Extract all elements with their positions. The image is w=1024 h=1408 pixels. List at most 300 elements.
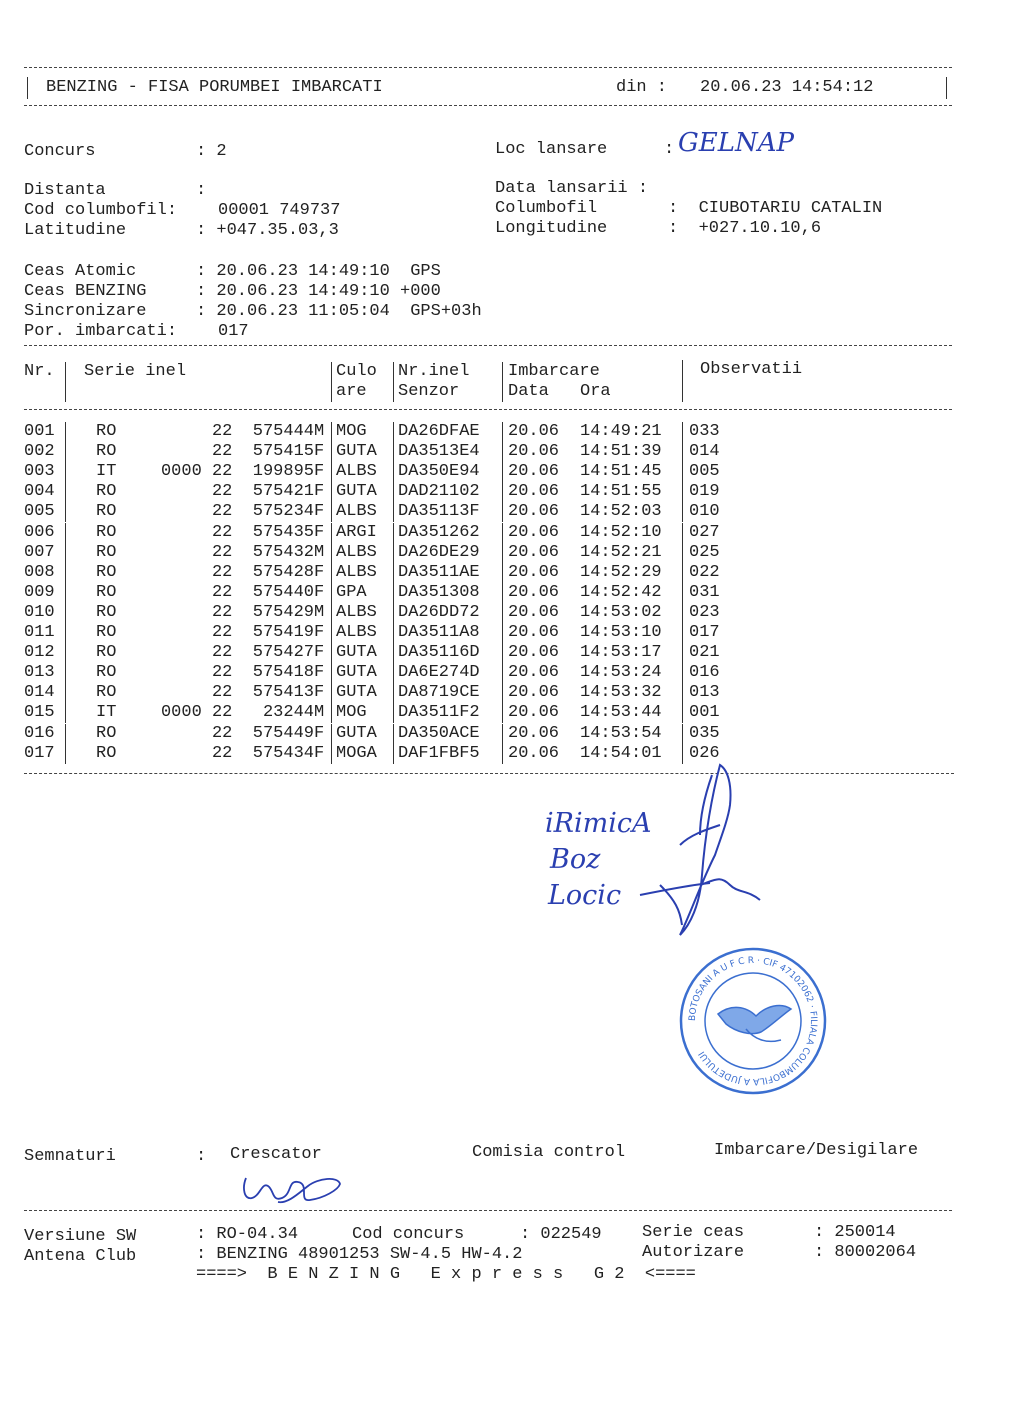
cell-senzor: DA26DE29 xyxy=(398,542,480,562)
cell-sex: M xyxy=(314,542,325,562)
ceas-benzing-label: Ceas BENZING xyxy=(24,282,147,301)
col-separator xyxy=(502,744,503,764)
col-separator xyxy=(331,724,332,744)
cell-observatii: 025 xyxy=(689,542,720,562)
cell-nr: 013 xyxy=(24,663,55,683)
cell-data: 20.06 xyxy=(508,542,560,562)
col-separator xyxy=(331,482,332,502)
col-separator xyxy=(682,603,683,623)
col-separator xyxy=(682,462,683,482)
cell-nr: 011 xyxy=(24,623,55,642)
comisia-control-label: Comisia control xyxy=(472,1143,626,1162)
col-separator xyxy=(393,482,394,502)
table-row xyxy=(0,683,1024,703)
cell-observatii: 027 xyxy=(689,522,720,542)
cell-sex: F xyxy=(314,462,325,482)
cell-country: RO xyxy=(96,723,117,743)
col-separator xyxy=(393,603,394,623)
cell-senzor: DA3511F2 xyxy=(398,703,480,723)
divider xyxy=(24,345,952,346)
cell-nr: 003 xyxy=(24,462,55,482)
cell-sex: F xyxy=(314,623,325,642)
cell-observatii: 019 xyxy=(689,482,720,502)
cell-nr: 016 xyxy=(24,723,55,743)
cell-culoare: MOG xyxy=(336,703,367,723)
cell-ora: 14:52:10 xyxy=(580,522,662,542)
cell-culoare: MOG xyxy=(336,422,367,441)
col-separator xyxy=(331,603,332,623)
col-header-culoare-2: are xyxy=(336,382,367,401)
cell-data: 20.06 xyxy=(508,422,560,441)
col-separator xyxy=(502,703,503,723)
cell-sex: M xyxy=(314,703,325,723)
cell-country: RO xyxy=(96,422,117,441)
cell-nr: 008 xyxy=(24,562,55,582)
divider xyxy=(24,67,952,68)
cell-data: 20.06 xyxy=(508,522,560,542)
table-row xyxy=(0,543,1024,563)
cell-ora: 14:54:01 xyxy=(580,743,662,763)
col-separator xyxy=(331,442,332,462)
cell-senzor: DA3513E4 xyxy=(398,442,480,462)
col-separator xyxy=(393,703,394,723)
cell-senzor: DA351262 xyxy=(398,522,480,542)
col-header-observatii: Observatii xyxy=(700,360,803,379)
col-header-imbarcare: Imbarcare xyxy=(508,362,600,381)
por-imbarcati-label: Por. imbarcati: xyxy=(24,322,178,341)
table-row xyxy=(0,462,1024,482)
table-row xyxy=(0,422,1024,442)
col-separator xyxy=(682,563,683,583)
cell-ora: 14:53:32 xyxy=(580,683,662,703)
col-separator xyxy=(502,523,503,543)
cell-data: 20.06 xyxy=(508,703,560,723)
cell-sex: F xyxy=(314,482,325,502)
autorizare-value: : 80002064 xyxy=(814,1243,917,1262)
handwritten-signature xyxy=(620,735,770,945)
cell-culoare: GUTA xyxy=(336,663,377,683)
col-separator xyxy=(502,623,503,643)
col-separator xyxy=(682,643,683,663)
svg-text:BOTOSANI A U F C R · CIF 47102: BOTOSANI A U F C R · CIF 47102062 · FILIALA COLUMBOFILA A JUDETULUI xyxy=(687,955,819,1087)
col-separator xyxy=(331,523,332,543)
cell-culoare: GUTA xyxy=(336,482,377,502)
col-separator xyxy=(502,502,503,522)
cell-observatii: 005 xyxy=(689,462,720,482)
cell-data: 20.06 xyxy=(508,582,560,602)
col-separator xyxy=(65,482,66,502)
cell-ora: 14:52:21 xyxy=(580,542,662,562)
cell-nr: 012 xyxy=(24,643,55,663)
cell-nr: 010 xyxy=(24,602,55,622)
cell-ora: 14:53:17 xyxy=(580,643,662,663)
cell-nr: 005 xyxy=(24,502,55,522)
cell-nr: 001 xyxy=(24,422,55,441)
cell-culoare: ARGI xyxy=(336,522,377,542)
col-header-culoare: Culo xyxy=(336,362,377,381)
distanta-value: : xyxy=(196,181,207,200)
cell-culoare: GUTA xyxy=(336,643,377,663)
ceas-atomic-value: : 20.06.23 14:49:10 GPS xyxy=(196,262,441,281)
cell-ora: 14:53:02 xyxy=(580,602,662,622)
col-separator xyxy=(393,502,394,522)
col-separator xyxy=(502,482,503,502)
col-separator xyxy=(502,663,503,683)
col-separator xyxy=(65,744,66,764)
col-separator xyxy=(65,683,66,703)
cell-observatii: 031 xyxy=(689,582,720,602)
cod-concurs-label: Cod concurs xyxy=(352,1225,465,1244)
cell-sex: F xyxy=(314,643,325,663)
col-separator xyxy=(331,703,332,723)
col-separator xyxy=(502,583,503,603)
col-separator xyxy=(331,643,332,663)
col-separator xyxy=(65,663,66,683)
col-separator xyxy=(502,643,503,663)
col-separator xyxy=(65,543,66,563)
cell-observatii: 001 xyxy=(689,703,720,723)
col-separator xyxy=(65,563,66,583)
cell-country: IT xyxy=(96,703,117,723)
cell-culoare: ALBS xyxy=(336,562,377,582)
col-separator xyxy=(331,683,332,703)
table-row xyxy=(0,663,1024,683)
col-separator xyxy=(331,663,332,683)
cell-data: 20.06 xyxy=(508,663,560,683)
cell-culoare: ALBS xyxy=(336,462,377,482)
col-separator xyxy=(393,744,394,764)
cod-columbofil-value: 00001 749737 xyxy=(218,201,341,220)
col-separator xyxy=(682,543,683,563)
handwritten-note-3: Locic xyxy=(548,880,622,911)
cod-concurs-value: : 022549 xyxy=(520,1225,602,1244)
cell-nr: 006 xyxy=(24,522,55,542)
col-separator xyxy=(65,703,66,723)
concurs-label: Concurs xyxy=(24,142,96,161)
cell-country: RO xyxy=(96,582,117,602)
cell-serie: 22 575428 xyxy=(211,562,314,582)
col-separator xyxy=(502,462,503,482)
cell-sex: F xyxy=(314,522,325,542)
cell-country: RO xyxy=(96,522,117,542)
col-separator xyxy=(331,563,332,583)
cell-observatii: 016 xyxy=(689,663,720,683)
col-separator xyxy=(682,482,683,502)
cell-ora: 14:52:29 xyxy=(580,562,662,582)
header-right-border xyxy=(946,77,947,99)
divider xyxy=(24,773,954,774)
table-row xyxy=(0,703,1024,723)
col-separator xyxy=(393,724,394,744)
cell-country: IT xyxy=(96,462,117,482)
cell-ora: 14:49:21 xyxy=(580,422,662,441)
col-separator xyxy=(65,502,66,522)
cell-nr: 002 xyxy=(24,442,55,462)
columbofil-label: Columbofil xyxy=(495,199,598,218)
cell-nr: 017 xyxy=(24,743,55,763)
cell-culoare: ALBS xyxy=(336,602,377,622)
cell-nr: 007 xyxy=(24,542,55,562)
col-separator xyxy=(393,543,394,563)
ceas-benzing-value: : 20.06.23 14:49:10 +000 xyxy=(196,282,441,301)
cell-sex: M xyxy=(314,422,325,441)
cell-country: RO xyxy=(96,663,117,683)
versiune-sw-label: Versiune SW xyxy=(24,1227,137,1246)
col-separator xyxy=(393,462,394,482)
antena-club-value: : BENZING 48901253 SW-4.5 HW-4.2 xyxy=(196,1245,523,1264)
col-header-serie-inel: Serie inel xyxy=(84,362,187,381)
cell-serie: 22 575427 xyxy=(211,643,314,663)
table-row xyxy=(0,442,1024,462)
longitudine-value: : +027.10.10,6 xyxy=(668,219,822,238)
cell-data: 20.06 xyxy=(508,462,560,482)
cell-country: RO xyxy=(96,623,117,642)
table-row xyxy=(0,482,1024,502)
col-separator xyxy=(65,362,66,402)
benzing-express-banner: ====> B E N Z I N G E x p r e s s G 2 <==== xyxy=(196,1265,696,1284)
cell-serie: 22 575432 xyxy=(211,542,314,562)
col-separator xyxy=(331,462,332,482)
cell-senzor: DA26DD72 xyxy=(398,602,480,622)
cell-country: RO xyxy=(96,643,117,663)
cell-sex: M xyxy=(314,602,325,622)
col-separator xyxy=(682,703,683,723)
cell-sex: F xyxy=(314,743,325,763)
cell-serie: 22 575419 xyxy=(211,623,314,642)
cell-observatii: 033 xyxy=(689,422,720,441)
cell-nr: 009 xyxy=(24,582,55,602)
cell-culoare: ALBS xyxy=(336,502,377,522)
cell-data: 20.06 xyxy=(508,602,560,622)
col-separator xyxy=(331,362,332,402)
cell-country: RO xyxy=(96,442,117,462)
col-separator xyxy=(502,563,503,583)
cell-data: 20.06 xyxy=(508,482,560,502)
col-separator xyxy=(393,362,394,402)
cell-culoare: MOGA xyxy=(336,743,377,763)
loc-lansare-handwritten: GELNAP xyxy=(678,128,795,158)
handwritten-note-1: iRimicA xyxy=(545,808,652,839)
cell-nr: 014 xyxy=(24,683,55,703)
col-separator xyxy=(65,523,66,543)
col-separator xyxy=(682,623,683,643)
table-row xyxy=(0,623,1024,643)
divider xyxy=(24,105,952,106)
cell-serie: 22 575435 xyxy=(211,522,314,542)
cell-serie: 22 575440 xyxy=(211,582,314,602)
table-row xyxy=(0,502,1024,522)
signatures-sep: : xyxy=(196,1147,207,1166)
cell-serie: 0000 22 23244 xyxy=(160,703,314,723)
cell-observatii: 010 xyxy=(689,502,720,522)
antena-club-label: Antena Club xyxy=(24,1247,137,1266)
cell-data: 20.06 xyxy=(508,502,560,522)
cell-serie: 22 575444 xyxy=(211,422,314,441)
cell-ora: 14:51:45 xyxy=(580,462,662,482)
ceas-atomic-label: Ceas Atomic xyxy=(24,262,137,281)
col-separator xyxy=(393,623,394,643)
cell-sex: F xyxy=(314,562,325,582)
crescator-signature xyxy=(238,1168,348,1210)
cell-ora: 14:51:39 xyxy=(580,442,662,462)
serie-ceas-label: Serie ceas xyxy=(642,1223,745,1242)
col-header-nr: Nr. xyxy=(24,362,55,381)
cell-sex: F xyxy=(314,582,325,602)
versiune-sw-value: : RO-04.34 xyxy=(196,1225,299,1244)
cell-senzor: DA350E94 xyxy=(398,462,480,482)
latitudine-value: : +047.35.03,3 xyxy=(196,221,339,240)
loc-lansare-label: Loc lansare xyxy=(495,140,608,159)
cell-ora: 14:53:54 xyxy=(580,723,662,743)
col-separator xyxy=(393,523,394,543)
signatures-label: Semnaturi xyxy=(24,1147,116,1166)
col-separator xyxy=(502,362,503,402)
cell-observatii: 035 xyxy=(689,723,720,743)
cell-observatii: 022 xyxy=(689,562,720,582)
date-label: din : xyxy=(616,78,668,97)
cell-observatii: 013 xyxy=(689,683,720,703)
loc-lansare-sep: : xyxy=(664,140,675,159)
cell-serie: 22 575234 xyxy=(211,502,314,522)
cell-ora: 14:51:55 xyxy=(580,482,662,502)
cell-observatii: 021 xyxy=(689,643,720,663)
col-separator xyxy=(331,744,332,764)
col-separator xyxy=(502,683,503,703)
cell-country: RO xyxy=(96,502,117,522)
cell-ora: 14:53:24 xyxy=(580,663,662,683)
col-separator xyxy=(65,583,66,603)
latitudine-label: Latitudine xyxy=(24,221,127,240)
col-separator xyxy=(65,442,66,462)
col-separator xyxy=(65,422,66,442)
cell-senzor: DAF1FBF5 xyxy=(398,743,480,763)
imbarcare-desigilare-label: Imbarcare/Desigilare xyxy=(714,1141,919,1160)
cell-data: 20.06 xyxy=(508,723,560,743)
cell-senzor: DA35113F xyxy=(398,502,480,522)
cell-senzor: DA8719CE xyxy=(398,683,480,703)
cell-senzor: DA3511A8 xyxy=(398,623,480,642)
cell-data: 20.06 xyxy=(508,442,560,462)
table-row xyxy=(0,523,1024,543)
col-separator xyxy=(65,462,66,482)
col-separator xyxy=(393,442,394,462)
col-separator xyxy=(682,442,683,462)
cell-data: 20.06 xyxy=(508,623,560,642)
crescator-label: Crescator xyxy=(230,1145,322,1164)
cell-senzor: DA351308 xyxy=(398,582,480,602)
cell-serie: 22 575429 xyxy=(211,602,314,622)
cell-data: 20.06 xyxy=(508,683,560,703)
cell-sex: F xyxy=(314,442,325,462)
col-header-data: Data xyxy=(508,382,549,401)
autorizare-label: Autorizare xyxy=(642,1243,745,1262)
cell-data: 20.06 xyxy=(508,562,560,582)
cell-data: 20.06 xyxy=(508,743,560,763)
longitudine-label: Longitudine xyxy=(495,219,608,238)
col-separator xyxy=(393,583,394,603)
cell-sex: F xyxy=(314,502,325,522)
por-imbarcati-value: 017 xyxy=(218,322,249,341)
document-title: BENZING - FISA PORUMBEI IMBARCATI xyxy=(46,78,383,97)
cell-serie: 22 575421 xyxy=(211,482,314,502)
cell-serie: 22 575415 xyxy=(211,442,314,462)
col-separator xyxy=(393,563,394,583)
col-header-nr-inel: Nr.inel xyxy=(398,362,470,381)
divider xyxy=(24,409,952,410)
cell-observatii: 026 xyxy=(689,743,720,763)
cell-serie: 0000 22 199895 xyxy=(160,462,314,482)
col-separator xyxy=(331,623,332,643)
table-row xyxy=(0,724,1024,744)
col-separator xyxy=(393,663,394,683)
cell-culoare: ALBS xyxy=(336,623,377,642)
col-separator xyxy=(682,523,683,543)
cell-sex: F xyxy=(314,663,325,683)
cell-sex: F xyxy=(314,683,325,703)
header-left-border xyxy=(27,77,28,99)
cell-culoare: GUTA xyxy=(336,442,377,462)
col-separator xyxy=(682,683,683,703)
table-row xyxy=(0,744,1024,764)
col-separator xyxy=(331,422,332,442)
cell-sex: F xyxy=(314,723,325,743)
distanta-label: Distanta xyxy=(24,181,106,200)
cod-columbofil-label: Cod columbofil: xyxy=(24,201,178,220)
cell-data: 20.06 xyxy=(508,643,560,663)
columbofil-value: : CIUBOTARIU CATALIN xyxy=(668,199,883,218)
col-separator xyxy=(65,603,66,623)
cell-serie: 22 575434 xyxy=(211,743,314,763)
col-separator xyxy=(393,643,394,663)
sincronizare-label: Sincronizare xyxy=(24,302,147,321)
cell-observatii: 023 xyxy=(689,602,720,622)
cell-culoare: GUTA xyxy=(336,683,377,703)
cell-senzor: DA3511AE xyxy=(398,562,480,582)
serie-ceas-value: : 250014 xyxy=(814,1223,896,1242)
cell-senzor: DA35116D xyxy=(398,643,480,663)
col-separator xyxy=(682,663,683,683)
col-separator xyxy=(65,724,66,744)
table-row xyxy=(0,583,1024,603)
handwritten-note-2: Boz xyxy=(550,844,601,875)
data-lansarii-label: Data lansarii : xyxy=(495,179,649,198)
cell-serie: 22 575413 xyxy=(211,683,314,703)
cell-ora: 14:53:10 xyxy=(580,623,662,642)
col-separator xyxy=(682,422,683,442)
concurs-value: : 2 xyxy=(196,142,227,161)
cell-serie: 22 575449 xyxy=(211,723,314,743)
col-header-senzor: Senzor xyxy=(398,382,460,401)
cell-serie: 22 575418 xyxy=(211,663,314,683)
col-separator xyxy=(502,724,503,744)
cell-culoare: GPA xyxy=(336,582,367,602)
col-separator xyxy=(502,603,503,623)
club-stamp xyxy=(676,944,830,1098)
cell-senzor: DA6E274D xyxy=(398,663,480,683)
col-separator xyxy=(502,422,503,442)
cell-nr: 004 xyxy=(24,482,55,502)
col-separator xyxy=(682,583,683,603)
cell-ora: 14:52:03 xyxy=(580,502,662,522)
cell-ora: 14:53:44 xyxy=(580,703,662,723)
document-date: 20.06.23 14:54:12 xyxy=(700,78,874,97)
cell-ora: 14:52:42 xyxy=(580,582,662,602)
table-row xyxy=(0,563,1024,583)
col-separator xyxy=(682,502,683,522)
col-header-ora: Ora xyxy=(580,382,611,401)
divider xyxy=(24,1210,952,1211)
col-separator xyxy=(65,623,66,643)
